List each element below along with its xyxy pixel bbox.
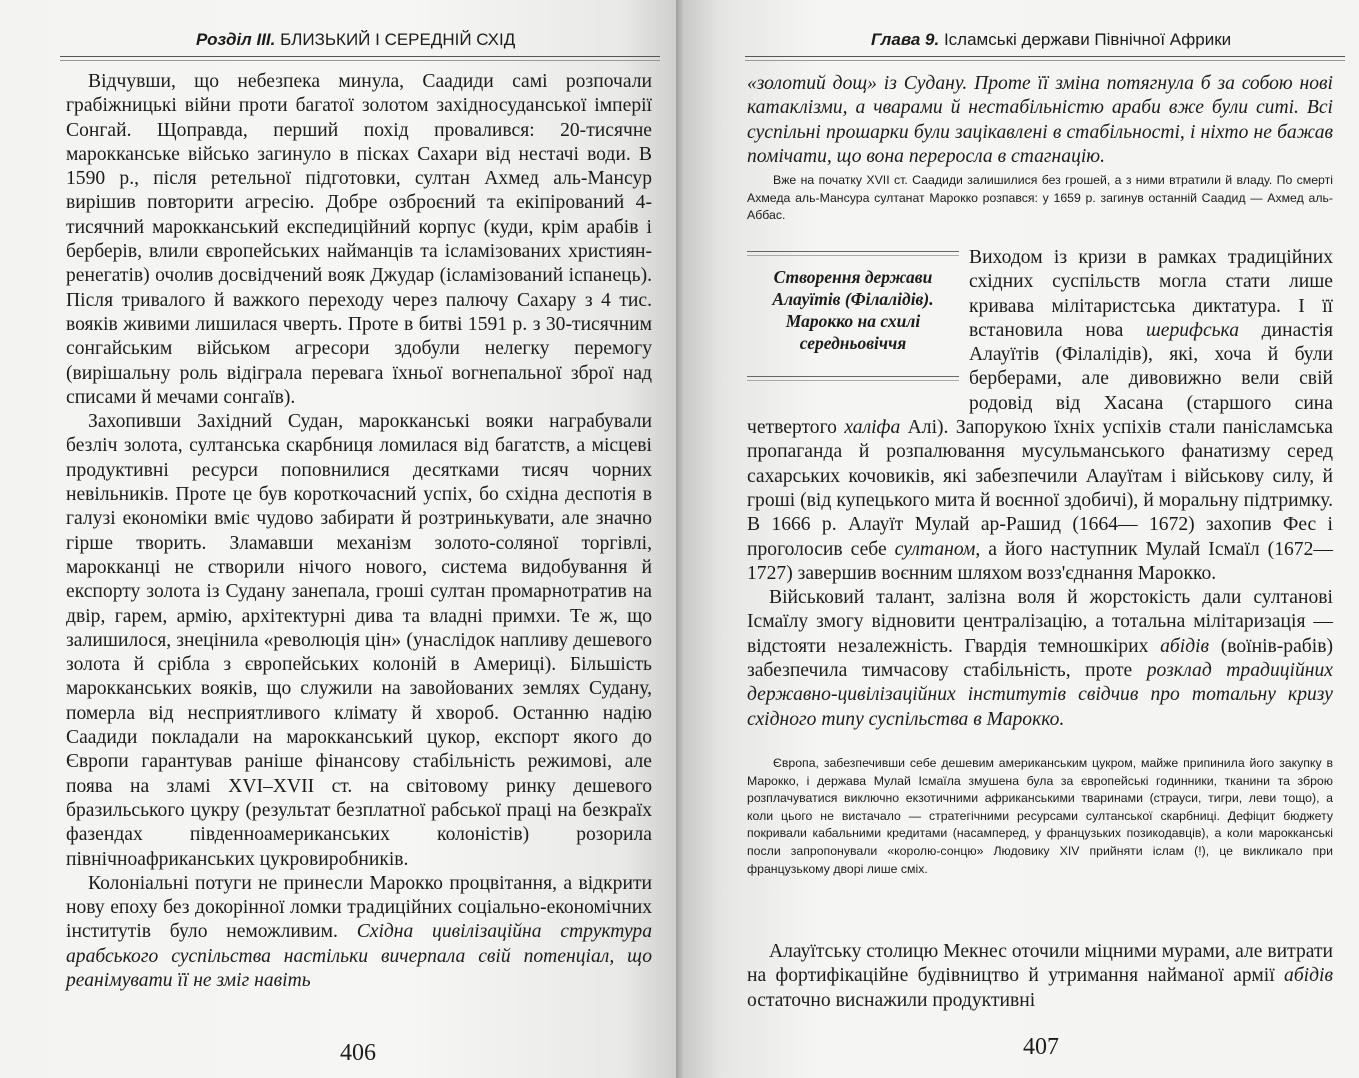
header-rule (745, 56, 1345, 61)
page-left (0, 0, 676, 1078)
small-note-1: Вже на початку XVII ст. Саадиди залишилися без грошей, а з ними втратили й владу. По смерті Ахмеда аль-Мансура султанат Марокко розпався: у 1659 р. загинув останній Саадид — Ахмед аль-Аббас. (747, 173, 1333, 223)
book-gutter (676, 0, 683, 1078)
float-spacer (747, 246, 969, 408)
paragraph: Відчувши, що небезпека минула, Саадиди самі розпочали грабіжницькі війни проти багатої золотом західносуданської імперії Сонгай. Щоправда, перший похід провалився: 20-тисячне марокканське військо загинуло в пісках Сахари від нестачі води. В 1590 р., після ретельної підготовки, султан Ахмед аль-Мансур вирішив повторити агресію. Добре озброєний та екіпірований 4-тисячний марокканський експедиційний корпус (куди, крім арабів і берберів, влили європейських найманців та ісламізованих християн-ренегатів) очолив досвідчений вояк Джудар (ісламізований іспанець). Після тривалого й важкого переходу через палючу Сахару з 4 тис. вояків живими лишилася чверть. Проте в битві 1591 р. з 30-тисячним сонгайським військом агресори здобули нелегку перемогу (вирішальну роль відіграла перевага їхньої вогнепальної зброї над списами й мечами сонгаїв). (66, 71, 652, 408)
paragraph: «золотий дощ» із Судану. Проте її зміна потягнула б за собою нові катаклізми, а чварами й нестабільністю араби вже були ситі. Всі суспільні прошарки були зацікавлені в стабільності, і ніхто не бажав помічати, що вона переросла в стагнацію. (747, 73, 1333, 167)
right-final-text (747, 940, 1333, 1013)
paragraph: Захопивши Західний Судан, марокканські вояки награбували безліч золота, султанська скарбниця ломилася від багатств, а місцеві продуктивні ресурси поповнилися десятками тисяч чорних невільників. Проте це був короткочасний успіх, бо східна деспотія в галузі економіки вміє чудово забирати й розтринькувати, але значно гірше творить. Зламавши механізм золото-соляної торгівлі, марокканці не створили нічого нового, система видобування й експорту золота із Судану занепала, гроші султан промарнотратив на двір, гарем, армію, архітектурні дива та владні примхи. Те ж, що залишилося, знецінила «революція цін» (унаслідок напливу дешевого золота й срібла з європейських колоній в Америці). Більшість марокканських вояків, що служили на завойованих землях Судану, померла від несприятливого клімату й хвороб. Останню надію Саадиди покладали на марокканський цукор, експорт якого до Європи гарантував раніше фінансову стабільність режимові, але поява на зламі XVI–XVII ст. на світовому ринку дешевого бразильського цукру (результат безплатної рабської праці на безкраїх фазендах південноамериканських колоністів) розорила північноафриканських цукровиробників. (66, 411, 652, 870)
header-rule (60, 56, 660, 61)
left-body-text (66, 70, 652, 993)
page-right (683, 0, 1359, 1078)
right-body-text (747, 246, 1333, 732)
paragraph: Виходом із кризи в рамках традиційних східних суспільств могла стати лише кривава мілітаристська диктатура. І її встановила нова шерифська династія Алауїтів (Філалідів), які, хоча й були берберами, але дивовижно вели свій родовід від Хасана (старшого сина четвертого халіфа Алі). Запорукою їхніх успіхів стали панісламська пропаганда й розпалювання мусульманського фанатизму серед сахарських кочовиків, які забезпечили Алауїтам і військову силу, й гроші (від купецького мита й воєнної здобичі), й моральну підтримку. В 1666 р. Алауїт Мулай ар-Рашид (1664— 1672) захопив Фес і проголосив себе султаном, а його наступник Мулай Ісмаїл (1672— 1727) завершив воєнним шляхом возз'єднання Марокко. (747, 247, 1333, 584)
continuation-text (747, 72, 1333, 169)
paragraph: Алауїтську столицю Мекнес оточили міцними мурами, але витрати на фортифікаційне будівництво й утримання найманої армії абідів остаточно виснажили продуктивні (747, 941, 1333, 1011)
page-number-left: 406 (340, 1040, 376, 1066)
running-header-right: Глава 9. Ісламські держави Північної Африки (871, 30, 1232, 49)
section-heading: Створення держави Алауїтів (Філалідів). Марокко на схилі середньовіччя (772, 267, 934, 353)
page-number-right: 407 (1023, 1034, 1059, 1060)
small-note-2: Європа, забезпечивши себе дешевим американським цукром, майже припинила його закупку в Марокко, і держава Мулай Ісмаїла змушена була за європейські годинники, тканини та зброю розплачуватися виключно екзотичними африканськими тваринами (страуси, тигри, леви тощо), а коли цього не вистачало — стратегічними ресурсами султанської скарбниці. Дефіцит бюджету покривали кабальними кредитами (насамперед, у французьких позикодавців), а коли марокканські посли запропонували «королю-сонцю» Людовику XIV прийняти іслам (!), це викликало при французькому дворі лише сміх. (747, 756, 1333, 876)
running-header-left: Розділ III. БЛИЗЬКИЙ І СЕРЕДНІЙ СХІД (196, 30, 516, 49)
paragraph: Колоніальні потуги не принесли Марокко процвітання, а відкрити нову епоху без докорінної ломки традиційних соціально-економічних інститутів було неможливим. Східна цивілізаційна структура арабського суспільства настільки вичерпала свій потенціал, що реанімувати її не зміг навіть (66, 872, 652, 991)
paragraph: Військовий талант, залізна воля й жорстокість дали султанові Ісмаїлу змогу відновити централізацію, а тотальна мілітаризація — відстояти незалежність. Гвардія темношкірих абідів (воїнів-рабів) забезпечила тимчасову стабільність, проте розклад традиційних державно-цивілізаційних інститутів свідчив про тотальну кризу східного типу суспільства в Марокко. (747, 587, 1333, 730)
